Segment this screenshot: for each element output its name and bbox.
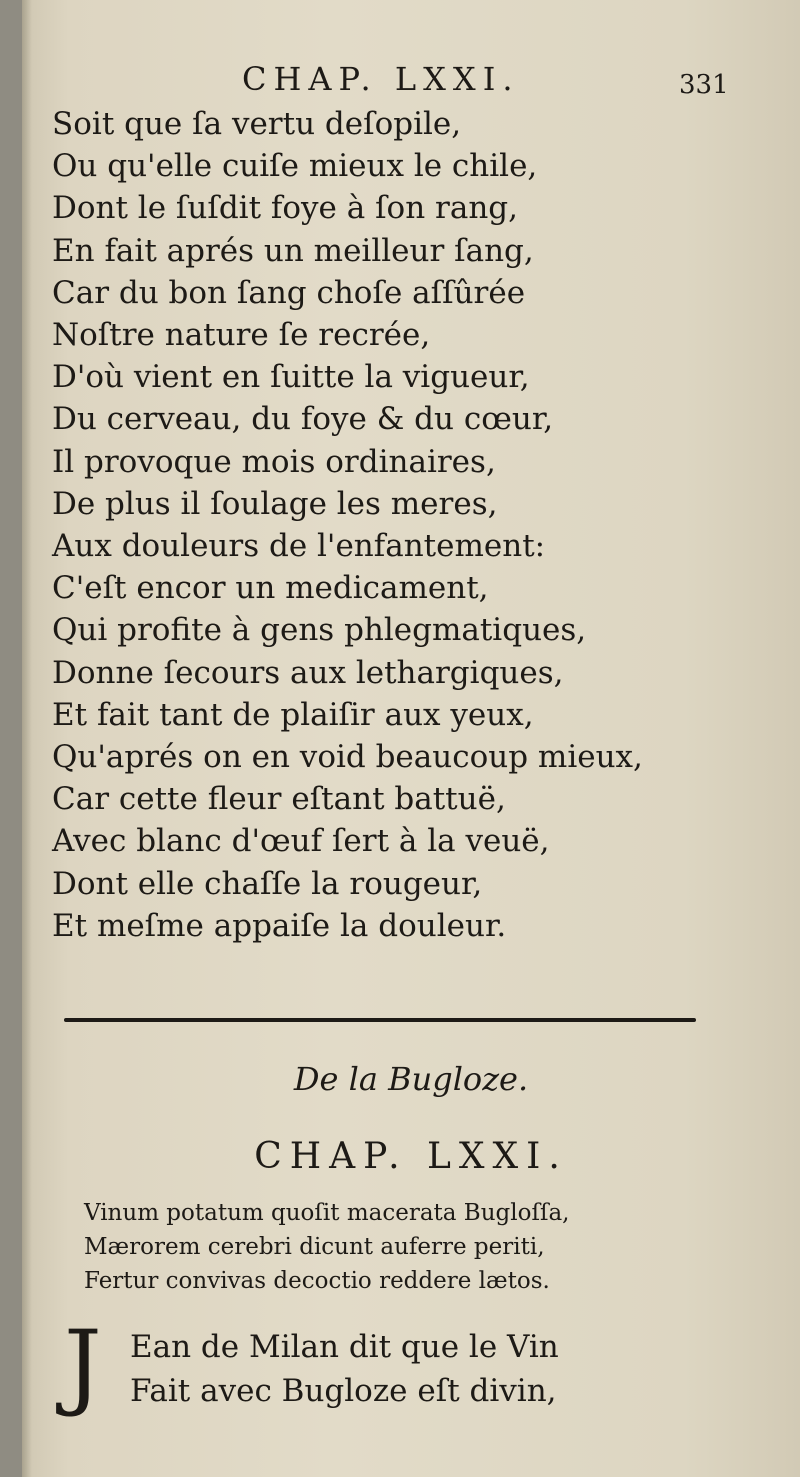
verse-line: En fait aprés un meilleur ſang, xyxy=(52,232,534,269)
verse-line: Car du bon ſang choſe aſſûrée xyxy=(52,274,526,311)
running-head: CHAP. LXXI. xyxy=(242,60,520,98)
verse-line: Dont le ſuſdit foye à ſon rang, xyxy=(52,190,518,227)
latin-line: Mærorem cerebri dicunt auferre periti, xyxy=(84,1234,545,1260)
verse-line: Et fait tant de plaiſir aux yeux, xyxy=(52,696,534,733)
verse-line: Qui profite à gens phlegmatiques, xyxy=(52,612,587,649)
section-divider-rule xyxy=(64,1018,696,1022)
verse-line: Dont elle chaſſe la rougeur, xyxy=(52,865,483,902)
verse-line: C'eſt encor un medicament, xyxy=(52,570,489,607)
page-number: 331 xyxy=(679,70,729,100)
latin-line: Fertur convivas decoctio reddere lætos. xyxy=(84,1268,550,1294)
verse-line: Soit que ſa vertu deſopile, xyxy=(52,106,462,142)
verse-line: Qu'aprés on en void beaucoup mieux, xyxy=(52,739,643,776)
latin-epigraph xyxy=(84,1196,570,1298)
page-spine-shadow xyxy=(22,0,32,1477)
verse-line: Et meſme appaiſe la douleur. xyxy=(52,907,507,944)
stanza-lines xyxy=(130,1325,559,1413)
verse-block xyxy=(52,103,643,947)
verse-line: Aux douleurs de l'enfantement: xyxy=(52,528,546,565)
verse-line: D'où vient en ſuitte la vigueur, xyxy=(52,359,530,396)
verse-line: Noſtre nature ſe recrée, xyxy=(52,317,431,354)
verse-line: Ou qu'elle cuiſe mieux le chile, xyxy=(52,148,538,185)
verse-line: De plus il ſoulage les meres, xyxy=(52,485,498,522)
chapter-heading: CHAP. LXXI. xyxy=(254,1136,568,1177)
verse-line: Donne ſecours aux lethargiques, xyxy=(52,654,564,691)
verse-line: Car cette fleur eſtant battuë, xyxy=(52,781,506,818)
latin-line: Vinum potatum quoſit macerata Bugloſſa, xyxy=(84,1200,570,1226)
book-page xyxy=(22,0,800,1477)
verse-line: Avec blanc d'œuf ſert à la veuë, xyxy=(52,823,550,860)
verse-line: Il provoque mois ordinaires, xyxy=(52,443,496,480)
stanza-line: Ean de Milan dit que le Vin xyxy=(130,1329,559,1365)
drop-cap: J xyxy=(64,1311,102,1420)
stanza-line: Fait avec Bugloze eſt divin, xyxy=(130,1373,557,1409)
opening-stanza xyxy=(64,1311,714,1425)
verse-line: Du cerveau, du foye & du cœur, xyxy=(52,401,554,438)
section-title: De la Bugloze. xyxy=(293,1060,529,1098)
